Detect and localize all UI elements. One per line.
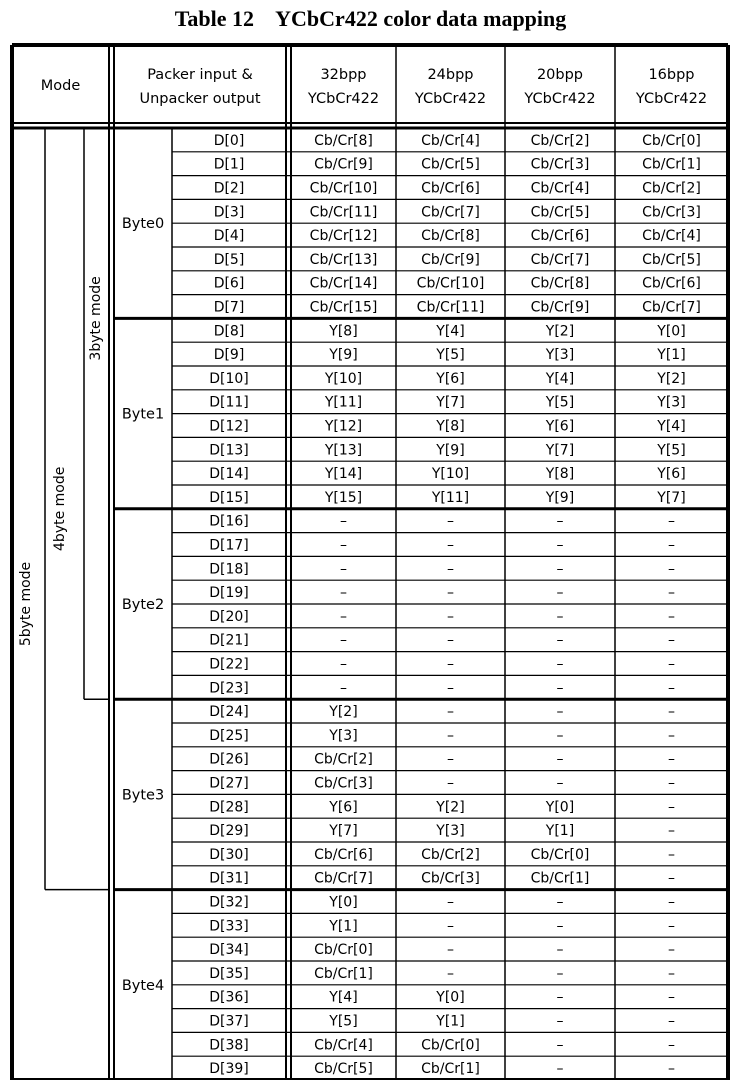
cell-value: – (340, 656, 347, 673)
cell-value: – (556, 704, 564, 721)
cell-value: – (556, 1013, 564, 1030)
bit-label: D[3] (213, 204, 245, 221)
cell-value: – (447, 680, 454, 697)
cell-value: Cb/Cr[1] (421, 1061, 480, 1078)
bit-label: D[29] (209, 823, 249, 840)
cell-value: Cb/Cr[9] (421, 251, 480, 268)
cell-value: Y[0] (545, 799, 575, 816)
cell-value: Cb/Cr[1] (530, 870, 590, 887)
cell-value: Y[0] (329, 894, 358, 911)
cell-value: Cb/Cr[7] (530, 251, 590, 268)
bit-label: D[18] (209, 561, 249, 578)
bit-label: D[24] (209, 704, 249, 721)
column-header-2-line2: YCbCr422 (524, 91, 596, 107)
packer-header-line2: Unpacker output (139, 91, 261, 107)
cell-value: – (556, 513, 564, 530)
table-title: Table 12 YCbCr422 color data mapping (174, 6, 567, 31)
cell-value: Y[11] (324, 394, 363, 411)
cell-value: Cb/Cr[9] (314, 156, 373, 173)
bit-label: D[38] (209, 1037, 249, 1054)
cell-value: Y[4] (329, 989, 358, 1006)
byte-label-2: Byte2 (121, 597, 165, 613)
cell-value: – (447, 942, 454, 959)
cell-value: Y[2] (545, 323, 575, 340)
cell-value: Cb/Cr[8] (314, 132, 373, 149)
cell-value: – (556, 727, 564, 744)
cell-value: – (447, 561, 454, 578)
packer-header-line1: Packer input & (147, 67, 253, 83)
byte-label-0: Byte0 (121, 216, 165, 233)
cell-value: Cb/Cr[8] (530, 275, 590, 292)
cell-value: Cb/Cr[15] (309, 299, 378, 316)
bit-label: D[6] (213, 275, 245, 292)
cell-value: – (556, 942, 564, 959)
bit-label: D[5] (213, 251, 245, 268)
cell-value: Cb/Cr[10] (309, 180, 378, 197)
cell-value: Y[3] (436, 823, 465, 840)
column-header-3-line2: YCbCr422 (635, 91, 708, 107)
cell-value: Cb/Cr[0] (421, 1037, 480, 1054)
cell-value: Y[3] (329, 727, 358, 744)
cell-value: – (668, 942, 675, 959)
cell-value: Cb/Cr[2] (530, 132, 590, 149)
cell-value: Y[5] (329, 1013, 358, 1030)
bit-label: D[30] (209, 846, 249, 863)
cell-value: Cb/Cr[1] (314, 965, 373, 982)
cell-value: Cb/Cr[8] (421, 228, 480, 245)
column-header-1-line1: 24bpp (427, 67, 474, 83)
bit-label: D[9] (213, 347, 245, 364)
cell-value: – (668, 751, 675, 768)
cell-value: – (668, 965, 675, 982)
cell-value: Y[7] (436, 394, 465, 411)
bit-label: D[10] (209, 370, 249, 387)
cell-value: Cb/Cr[7] (421, 204, 480, 221)
cell-value: – (668, 585, 675, 602)
bit-label: D[25] (209, 727, 249, 744)
cell-value: Y[6] (657, 466, 686, 483)
cell-value: Y[3] (657, 394, 686, 411)
cell-value: Cb/Cr[13] (309, 251, 378, 268)
mapping-table-grid (10, 43, 731, 1080)
cell-value: – (447, 513, 454, 530)
cell-value: Cb/Cr[6] (642, 275, 701, 292)
cell-value: Y[6] (545, 418, 575, 435)
cell-value: Y[4] (657, 418, 686, 435)
cell-value: – (556, 656, 564, 673)
cell-value: Y[9] (545, 489, 575, 506)
cell-value: – (447, 775, 454, 792)
bit-label: D[14] (209, 466, 249, 483)
cell-value: Y[10] (431, 466, 470, 483)
bit-label: D[19] (209, 585, 249, 602)
cell-value: – (447, 727, 454, 744)
cell-value: Y[8] (436, 418, 465, 435)
cell-value: Y[1] (329, 918, 358, 935)
cell-value: – (447, 918, 454, 935)
cell-value: Cb/Cr[1] (642, 156, 701, 173)
bit-label: D[7] (213, 299, 245, 316)
cell-value: Cb/Cr[6] (421, 180, 480, 197)
cell-value: Y[4] (545, 370, 575, 387)
cell-value: – (340, 513, 347, 530)
cell-value: – (447, 632, 454, 649)
cell-value: Cb/Cr[7] (642, 299, 701, 316)
cell-value: – (668, 680, 675, 697)
cell-value: Y[14] (324, 466, 363, 483)
bit-label: D[28] (209, 799, 249, 816)
bit-label: D[27] (209, 775, 249, 792)
four-byte-mode-label: 4byte mode (52, 466, 68, 551)
cell-value: Cb/Cr[4] (530, 180, 590, 197)
cell-value: – (668, 775, 675, 792)
bit-label: D[23] (209, 680, 249, 697)
bit-label: D[33] (209, 918, 249, 935)
bit-label: D[12] (209, 418, 249, 435)
cell-value: – (668, 1037, 675, 1054)
cell-value: Y[10] (324, 370, 363, 387)
cell-value: Y[12] (324, 418, 363, 435)
cell-value: Cb/Cr[0] (642, 132, 701, 149)
cell-value: – (556, 608, 564, 625)
cell-value: Y[4] (436, 323, 465, 340)
cell-value: – (447, 537, 454, 554)
cell-value: Y[2] (436, 799, 465, 816)
cell-value: – (668, 799, 675, 816)
cell-value: – (668, 918, 675, 935)
cell-value: Y[1] (436, 1013, 465, 1030)
cell-value: – (556, 989, 564, 1006)
bit-label: D[17] (209, 537, 249, 554)
bit-label: D[35] (209, 965, 249, 982)
bit-label: D[8] (213, 323, 245, 340)
cell-value: – (668, 656, 675, 673)
cell-value: Cb/Cr[4] (421, 132, 480, 149)
cell-value: – (447, 656, 454, 673)
cell-value: – (556, 918, 564, 935)
bit-label: D[34] (209, 942, 249, 959)
cell-value: – (668, 727, 675, 744)
cell-value: Y[8] (329, 323, 358, 340)
cell-value: – (556, 751, 564, 768)
cell-value: – (340, 561, 347, 578)
cell-value: Y[7] (329, 823, 358, 840)
cell-value: Cb/Cr[5] (314, 1061, 373, 1078)
cell-value: – (556, 1061, 564, 1078)
cell-value: – (556, 965, 564, 982)
cell-value: Cb/Cr[5] (421, 156, 480, 173)
cell-value: – (556, 775, 564, 792)
cell-value: – (447, 894, 454, 911)
bit-label: D[15] (209, 489, 249, 506)
cell-value: – (668, 561, 675, 578)
cell-value: Y[1] (657, 347, 686, 364)
cell-value: Y[15] (324, 489, 363, 506)
cell-value: – (668, 823, 675, 840)
cell-value: Y[2] (329, 704, 358, 721)
cell-value: Y[7] (545, 442, 575, 459)
cell-value: Cb/Cr[6] (314, 846, 373, 863)
cell-value: – (556, 585, 564, 602)
cell-value: – (668, 704, 675, 721)
bit-label: D[31] (209, 870, 249, 887)
bit-label: D[36] (209, 989, 249, 1006)
cell-value: – (556, 632, 564, 649)
bit-label: D[20] (209, 608, 249, 625)
cell-value: Y[9] (329, 347, 358, 364)
column-header-1-line2: YCbCr422 (414, 91, 487, 107)
cell-value: Cb/Cr[10] (416, 275, 485, 292)
byte-label-1: Byte1 (121, 406, 165, 423)
bit-label: D[16] (209, 513, 249, 530)
cell-value: Y[2] (657, 370, 686, 387)
cell-value: Y[6] (436, 370, 465, 387)
byte-label-3: Byte3 (121, 787, 165, 804)
cell-value: Cb/Cr[0] (530, 846, 590, 863)
cell-value: Cb/Cr[12] (309, 228, 378, 245)
cell-value: – (340, 608, 347, 625)
bit-label: D[0] (213, 132, 245, 149)
cell-value: Cb/Cr[3] (642, 204, 701, 221)
cell-value: Y[8] (545, 466, 575, 483)
cell-value: Cb/Cr[2] (421, 846, 480, 863)
cell-value: Y[13] (324, 442, 363, 459)
cell-value: – (668, 632, 675, 649)
cell-value: Cb/Cr[4] (314, 1037, 373, 1054)
cell-value: – (447, 704, 454, 721)
cell-value: Cb/Cr[6] (530, 228, 590, 245)
cell-value: Y[0] (657, 323, 686, 340)
cell-value: – (340, 585, 347, 602)
byte-label-4: Byte4 (121, 977, 165, 994)
cell-value: Y[11] (431, 489, 470, 506)
cell-value: Cb/Cr[2] (642, 180, 701, 197)
cell-value: – (556, 537, 564, 554)
bit-label: D[21] (209, 632, 249, 649)
cell-value: Cb/Cr[9] (530, 299, 590, 316)
cell-value: – (556, 561, 564, 578)
five-byte-mode-label: 5byte mode (18, 561, 34, 647)
cell-value: – (668, 989, 675, 1006)
cell-value: Cb/Cr[2] (314, 751, 373, 768)
column-header-3-line1: 16bpp (648, 67, 695, 83)
cell-value: – (447, 751, 454, 768)
column-header-0-line1: 32bpp (320, 67, 367, 83)
cell-value: Y[1] (545, 823, 575, 840)
cell-value: Cb/Cr[3] (530, 156, 590, 173)
cell-value: Cb/Cr[4] (642, 228, 701, 245)
cell-value: Cb/Cr[7] (314, 870, 373, 887)
cell-value: – (668, 894, 675, 911)
bit-label: D[1] (213, 156, 245, 173)
cell-value: – (340, 537, 347, 554)
bit-label: D[32] (209, 894, 249, 911)
cell-value: – (556, 1037, 564, 1054)
mapping-table (10, 43, 731, 1080)
cell-value: Y[9] (436, 442, 465, 459)
cell-value: – (668, 1061, 675, 1078)
cell-value: – (668, 870, 675, 887)
cell-value: Cb/Cr[5] (530, 204, 590, 221)
bit-label: D[37] (209, 1013, 249, 1030)
cell-value: Y[3] (545, 347, 575, 364)
bit-label: D[13] (209, 442, 249, 459)
cell-value: Cb/Cr[14] (309, 275, 378, 292)
bit-label: D[26] (209, 751, 249, 768)
cell-value: Cb/Cr[11] (416, 299, 485, 316)
cell-value: – (668, 608, 675, 625)
bit-label: D[2] (213, 180, 245, 197)
cell-value: – (668, 846, 675, 863)
cell-value: Y[5] (657, 442, 686, 459)
three-byte-mode-label: 3byte mode (88, 276, 104, 361)
bit-label: D[4] (213, 228, 245, 245)
cell-value: – (447, 965, 454, 982)
cell-value: Y[0] (436, 989, 465, 1006)
cell-value: – (447, 608, 454, 625)
cell-value: Cb/Cr[11] (309, 204, 378, 221)
cell-value: – (340, 632, 347, 649)
cell-value: Cb/Cr[3] (314, 775, 373, 792)
cell-value: Y[7] (657, 489, 686, 506)
cell-value: – (668, 513, 675, 530)
cell-value: – (340, 680, 347, 697)
bit-label: D[22] (209, 656, 249, 673)
cell-value: – (668, 537, 675, 554)
mode-header: Mode (40, 78, 81, 94)
cell-value: Cb/Cr[5] (642, 251, 701, 268)
column-header-0-line2: YCbCr422 (307, 91, 380, 107)
cell-value: Y[6] (329, 799, 358, 816)
cell-value: – (447, 585, 454, 602)
cell-value: Y[5] (436, 347, 465, 364)
cell-value: – (668, 1013, 675, 1030)
bit-label: D[39] (209, 1061, 249, 1078)
cell-value: Y[5] (545, 394, 575, 411)
column-header-2-line1: 20bpp (536, 67, 584, 83)
cell-value: Cb/Cr[0] (314, 942, 373, 959)
cell-value: – (556, 680, 564, 697)
cell-value: Cb/Cr[3] (421, 870, 480, 887)
cell-value: – (556, 894, 564, 911)
bit-label: D[11] (209, 394, 249, 411)
